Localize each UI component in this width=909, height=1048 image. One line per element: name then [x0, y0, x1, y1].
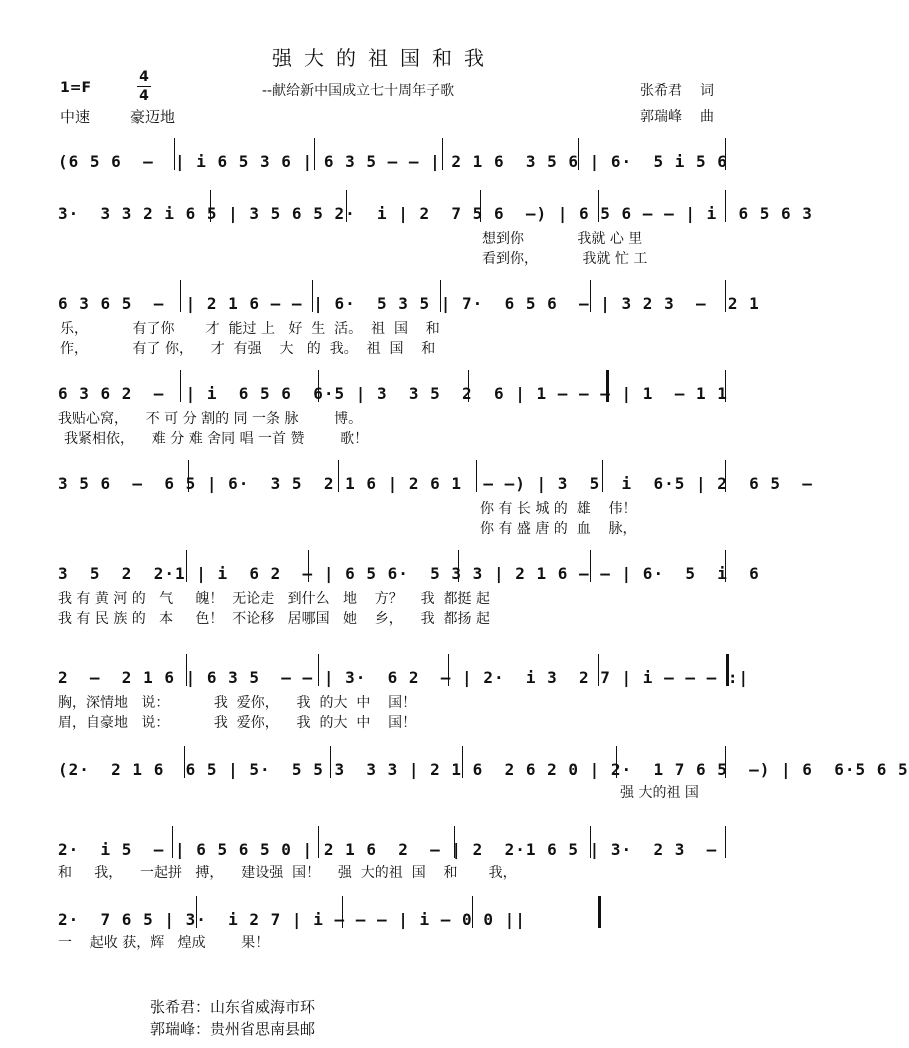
- notation-line: 2· 7 6 5 | 3· i 2 7 | i – – – | i – 0 0 ||: [58, 910, 526, 929]
- tempo-marking: 中速: [60, 108, 91, 126]
- barline: [186, 550, 187, 582]
- lyric-line-1: 和 我， 一起拼 搏， 建设强 国！ 强 大的祖 国 和 我，: [58, 865, 517, 881]
- composer-credit: [640, 106, 714, 126]
- barline: [318, 370, 319, 402]
- barline: [616, 746, 617, 778]
- score-row: [50, 294, 760, 364]
- barline: [318, 654, 319, 686]
- composer-name: 郭瑞峰: [640, 109, 682, 125]
- barline: [308, 550, 309, 582]
- lyricist-credit: [640, 80, 714, 100]
- lyricist-name: 张希君: [640, 83, 682, 99]
- lyric-line-2: 我紧相依， 难 分 难 舍同 唱 一首 赞 歌！: [64, 431, 369, 447]
- style-marking: 豪迈地: [130, 108, 176, 126]
- time-signature-bottom: 4: [139, 88, 149, 104]
- barline: [184, 746, 185, 778]
- composer-role: 曲: [700, 109, 714, 125]
- lyric-line-2: 你 有 盛 唐 的 血 脉，: [480, 521, 637, 537]
- notation-line: 2 – 2 1 6 | 6 3 5 – – | 3· 6 2 – | 2· i 3 2 7 | i – – – :|: [58, 668, 750, 687]
- score-row: [50, 384, 730, 454]
- lyric-line-1: 胸，深情地 说： 我 爱你， 我 的大 中 国！: [58, 695, 417, 711]
- barline: [196, 896, 197, 928]
- barline: [590, 826, 591, 858]
- lyric-line-1: 一 起收 获，辉 煌成 果！: [58, 935, 270, 951]
- notation-line: (6 5 6 – | i 6 5 3 6 | 6 3 5 – – | 2 1 6 3 5 6 | 6· 5 i 5 6: [58, 152, 728, 171]
- score-row: [50, 204, 813, 274]
- double-barline: [606, 370, 609, 402]
- score-row: [50, 474, 813, 544]
- barline: [346, 190, 347, 222]
- barline: [172, 826, 173, 858]
- barline: [330, 746, 331, 778]
- barline: [318, 826, 319, 858]
- barline: [312, 280, 313, 312]
- notation-line: 6 3 6 2 – | i 6 5 6 6·5 | 3 3 5 2 6 | 1 – – – | 1 – 1 1: [58, 384, 728, 403]
- barline: [598, 654, 599, 686]
- lyric-line-1: 我 有 黄 河 的 气 魄！ 无论走 到什么 地 方？ 我 都挺 起: [58, 591, 490, 607]
- lyric-line-1: 我贴心窝， 不 可 分 割的 同 一条 脉 博。: [58, 411, 363, 427]
- notation-line: 3 5 2 2·1 | i 6 2 – | 6 5 6· 5 3 3 | 2 1 6 – – | 6· 5 i 6: [58, 564, 760, 583]
- barline: [590, 280, 591, 312]
- notation-line: (2· 2 1 6 6 5 | 5· 5 5 3 3 3 | 2 1 6 2 6 2 0 | 2· 1 7 6 5 –) | 6 6·5 6 5: [58, 760, 909, 779]
- score-row: [50, 564, 760, 634]
- barline: [342, 896, 343, 928]
- footer-lyricist-address: 张希君：山东省威海市环: [150, 998, 316, 1016]
- barline: [338, 460, 339, 492]
- lyric-line-1: 乐， 有了你 才 能过 上 好 生 活。 祖 国 和: [60, 321, 440, 337]
- notation-line: 2· i 5 – | 6 5 6 5 0 | 2 1 6 2 – | 2 2·1 6 5 | 3· 2 3 –: [58, 840, 718, 859]
- barline: [725, 370, 726, 402]
- barline: [472, 896, 473, 928]
- lyricist-role: 词: [700, 83, 714, 99]
- barline: [454, 826, 455, 858]
- barline: [188, 460, 189, 492]
- notation-line: 3 5 6 – 6 5 | 6· 3 5 2 1 6 | 2 6 1 – –) | 3 5 i 6·5 | 2 6 5 –: [58, 474, 813, 493]
- score-row: [50, 152, 730, 192]
- barline: [480, 190, 481, 222]
- barline: [590, 550, 591, 582]
- lyric-line-2: 我 有 民 族 的 本 色！ 不论移 居哪国 她 乡， 我 都扬 起: [58, 611, 490, 627]
- barline: [186, 654, 187, 686]
- barline: [725, 746, 726, 778]
- barline: [725, 190, 726, 222]
- barline: [725, 826, 726, 858]
- barline: [725, 460, 726, 492]
- barline: [725, 280, 726, 312]
- barline: [448, 654, 449, 686]
- barline: [180, 370, 181, 402]
- barline: [314, 138, 315, 170]
- page-title: 强大的祖国和我: [272, 46, 496, 70]
- lyric-line-2: 看到你， 我就 忙 工: [482, 251, 648, 267]
- barline: [442, 138, 443, 170]
- barline: [476, 460, 477, 492]
- score-row: [50, 840, 730, 890]
- lyric-line-2: 眉，自豪地 说： 我 爱你， 我 的大 中 国！: [58, 715, 417, 731]
- time-signature: [136, 68, 152, 105]
- time-signature-top: 4: [139, 69, 149, 85]
- notation-line: 6 3 6 5 – | 2 1 6 – – | 6· 5 3 5 | 7· 6 5 6 – | 3 2 3 – 2 1: [58, 294, 760, 313]
- barline: [468, 370, 469, 402]
- score-row: [50, 910, 730, 960]
- lyric-line-1: 强 大的祖 国: [620, 785, 699, 801]
- barline: [458, 550, 459, 582]
- barline: [725, 550, 726, 582]
- time-signature-divider: [137, 86, 151, 87]
- notation-line: 3· 3 3 2 i 6 5 | 3 5 6 5 2· i | 2 7 5 6 –) | 6 5 6 – – | i 6 5 6 3: [58, 204, 813, 223]
- barline: [440, 280, 441, 312]
- final-barline: [598, 896, 601, 928]
- repeat-barline: [726, 654, 729, 686]
- lyric-line-1: 想到你 我就 心 里: [482, 231, 643, 247]
- lyric-line-2: 作， 有了 你， 才 有强 大 的 我。 祖 国 和: [60, 341, 436, 357]
- barline: [462, 746, 463, 778]
- barline: [578, 138, 579, 170]
- barline: [174, 138, 175, 170]
- barline: [602, 460, 603, 492]
- key-signature: 1=F: [60, 80, 92, 96]
- barline: [180, 280, 181, 312]
- subtitle: --献给新中国成立七十周年子歌: [262, 83, 455, 99]
- score-row: [50, 668, 750, 738]
- footer-composer-address: 郭瑞峰：贵州省思南县邮: [150, 1020, 316, 1038]
- lyric-line-1: 你 有 长 城 的 雄 伟！: [480, 501, 637, 517]
- barline: [725, 138, 726, 170]
- barline: [598, 190, 599, 222]
- score-row: [50, 760, 909, 810]
- barline: [210, 190, 211, 222]
